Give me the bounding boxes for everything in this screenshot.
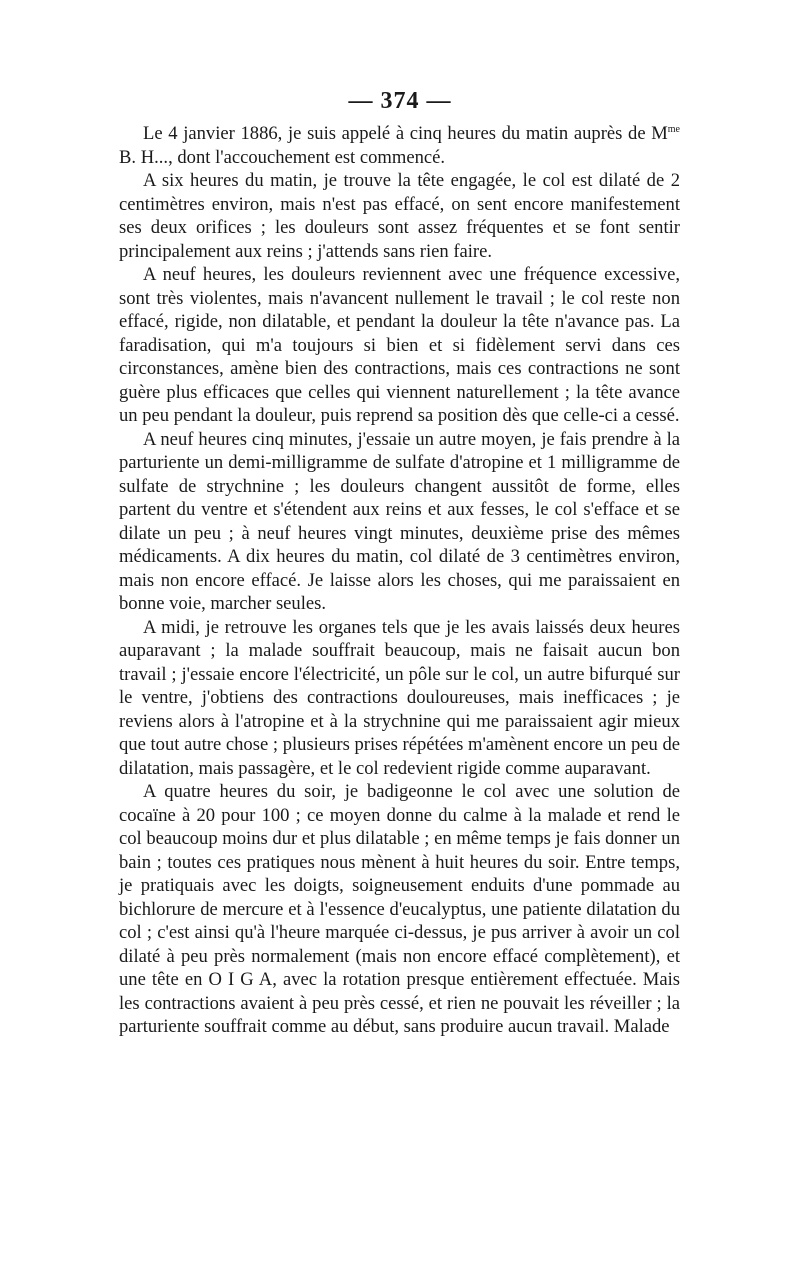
paragraph-1-start: Le 4 janvier 1886, je suis appelé à cinq heures du matin auprès de M bbox=[143, 123, 668, 144]
title-abbreviation-superscript: me bbox=[667, 124, 680, 135]
paragraph-2: A six heures du matin, je trouve la tête engagée, le col est dilaté de 2 centimètres environ, mais n'est pas effacé, on sent encore manifestement ses deux orifices ; les douleurs sont assez fréquentes et se font sentir principalement aux reins ; j'attends sans rien faire. bbox=[119, 170, 680, 262]
paragraph-1-end: B. H..., dont l'accouchement est commencé. bbox=[119, 146, 446, 168]
body-text bbox=[119, 122, 680, 1039]
paragraph-5: A midi, je retrouve les organes tels que je les avais laissés deux heures auparavant ; la malade souffrait beaucoup, mais ne faisait aucun bon travail ; j'essaie encore l'électricité, un pôle sur le col, un autre bifurqué sur le ventre, j'obtiens des contractions douloureuses, mais inefficaces ; je reviens alors à l'atropine et à la strychnine qui me paraissaient agir mieux que tout autre chose ; plusieurs prises répétées m'amènent encore un peu de dilatation, mais passagère, et le col redevient rigide comme auparavant. bbox=[119, 616, 680, 779]
paragraph-6: A quatre heures du soir, je badigeonne le col avec une solution de cocaïne à 20 pour 100 ; ce moyen donne du calme à la malade et rend le col beaucoup moins dur et plus dilatable ; en même temps je fais donner un bain ; toutes ces pratiques nous mènent à huit heures du soir. Entre temps, je pratiquais avec les doigts, soigneusement enduits d'une pommade au bichlorure de mercure et à l'essence d'eucalyptus, une patiente dilatation du col ; c'est ainsi qu'à l'heure marquée ci-dessus, je pus arriver à avoir un col dilaté à peu près normalement (mais non encore effacé complètement), et une tête en O I G A, avec la rotation presque entièrement effectuée. Mais les contractions avaient à peu près cessé, et rien ne pouvait les réveiller ; la parturiente souffrait comme au début, sans produire aucun travail. Malade bbox=[119, 781, 680, 1037]
paragraph-1 bbox=[119, 122, 680, 169]
paragraph-3: A neuf heures, les douleurs reviennent avec une fréquence excessive, sont très violentes, mais n'avancent nullement le travail ; le col reste non effacé, rigide, non dilatable, et pendant la douleur la tête n'avance pas. La faradisation, qui m'a toujours si bien et si fidèlement servi dans ces circonstances, amène bien des contractions, mais ces contractions ne sont guère plus efficaces que celles qui viennent naturellement ; la tête avance un peu pendant la douleur, puis reprend sa position dès que celle-ci a cessé. bbox=[119, 264, 680, 426]
page-number: — 374 — bbox=[348, 88, 452, 114]
paragraph-4: A neuf heures cinq minutes, j'essaie un autre moyen, je fais prendre à la parturiente un demi-milligramme de sulfate d'atropine et 1 milligramme de sulfate de strychnine ; les douleurs changent aussitôt de forme, elles partent du ventre et s'étendent aux reins et aux fesses, le col s'efface et se dilate un peu ; à neuf heures vingt minutes, deuxième prise des mêmes médicaments. A dix heures du matin, col dilaté de 3 centimètres environ, mais non encore effacé. Je laisse alors les choses, qui me paraissaient en bonne voie, marcher seules. bbox=[119, 428, 680, 614]
